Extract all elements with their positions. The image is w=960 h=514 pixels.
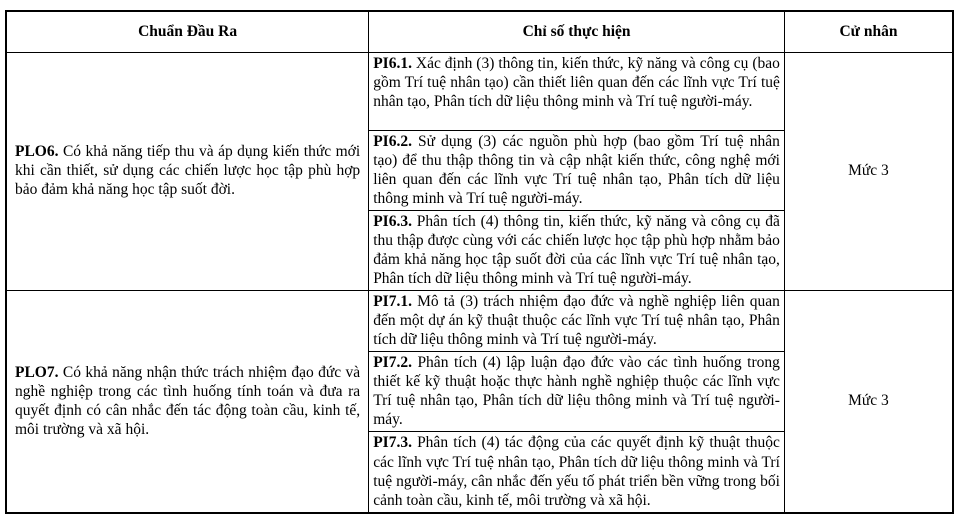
plo6-level-cell: Mức 3: [784, 52, 953, 291]
pi7-1-cell: [369, 291, 785, 352]
pi7-2-label: PI7.2.: [373, 354, 412, 372]
table-header-row: [6, 11, 953, 52]
pi6-1-text: Xác định (3) thông tin, kiến thức, kỹ năng và công cụ (bao gồm Trí tuệ nhân tạo) cần thiết liên quan đến các lĩnh vực Trí tuệ nhân tạo, Phân tích dữ liệu thông minh và Trí tuệ người-máy.: [373, 54, 780, 110]
pi7-3-label: PI7.3.: [373, 434, 412, 452]
table-row: [6, 52, 953, 130]
plo6-text: Có khả năng tiếp thu và áp dụng kiến thức mới khi cần thiết, sử dụng các chiến lược học tập phù hợp bảo đảm khả năng học tập suốt đời.: [15, 143, 361, 199]
plo7-cell: [6, 291, 369, 513]
plo6-cell: [6, 52, 369, 291]
pi7-3-text: Phân tích (4) tác động của các quyết định kỹ thuật thuộc các lĩnh vực Trí tuệ nhân tạo, Phân tích dữ liệu thông minh và Trí tuệ người-máy, cân nhắc đến yếu tố phát triển bền vững trong bối cảnh toàn cầu, kinh tế, môi trường và xã hội.: [373, 434, 780, 509]
pi6-2-label: PI6.2.: [373, 132, 412, 150]
pi6-1-label: PI6.1.: [373, 54, 412, 72]
plo6-label: PLO6.: [15, 143, 59, 161]
pi6-2-cell: [369, 130, 785, 210]
pi7-2-text: Phân tích (4) lập luận đạo đức vào các tình huống trong thiết kế kỹ thuật hoặc thực hành nghề nghiệp thuộc các lĩnh vực Trí tuệ nhân tạo, Phân tích dữ liệu thông minh và Trí tuệ người-máy.: [373, 354, 780, 429]
pi6-2-text: Sử dụng (3) các nguồn phù hợp (bao gồm Trí tuệ nhân tạo) để thu thập thông tin và cập nhật kiến thức, công nghệ mới liên quan đến các lĩnh vực Trí tuệ nhân tạo, Phân tích dữ liệu thông minh và Trí tuệ người-máy.: [373, 132, 780, 207]
header-outcomes: Chuẩn Đầu Ra: [6, 11, 369, 52]
header-indicators: Chỉ số thực hiện: [369, 11, 785, 52]
pi7-1-text: Mô tả (3) trách nhiệm đạo đức và nghề nghiệp liên quan đến một dự án kỹ thuật thuộc các lĩnh vực Trí tuệ nhân tạo, Phân tích dữ liệu thông minh và Trí tuệ người-máy.: [373, 293, 780, 349]
pi6-3-cell: [369, 210, 785, 290]
plo7-label: PLO7.: [15, 363, 59, 381]
pi6-3-text: Phân tích (4) thông tin, kiến thức, kỹ năng và công cụ đã thu thập được cùng với các chiến lược học tập phù hợp nhằm bảo đảm khả năng học tập suốt đời của các lĩnh vực Trí tuệ nhân tạo, Phân tích dữ liệu thông minh và Trí tuệ người-máy.: [373, 212, 780, 287]
plo7-text: Có khả năng nhận thức trách nhiệm đạo đức và nghề nghiệp trong các tình huống tính toán và đưa ra quyết định có cân nhắc đến tác động toàn cầu, kinh tế, môi trường và xã hội.: [15, 363, 361, 438]
pi7-2-cell: [369, 352, 785, 432]
pi6-3-label: PI6.3.: [373, 212, 412, 230]
pi6-1-cell: [369, 52, 785, 130]
table-row: [6, 291, 953, 352]
pi7-3-cell: [369, 432, 785, 513]
pi7-1-label: PI7.1.: [373, 293, 412, 310]
learning-outcomes-table: [5, 10, 954, 514]
plo7-level-cell: Mức 3: [784, 291, 953, 513]
header-degree: Cử nhân: [784, 11, 953, 52]
